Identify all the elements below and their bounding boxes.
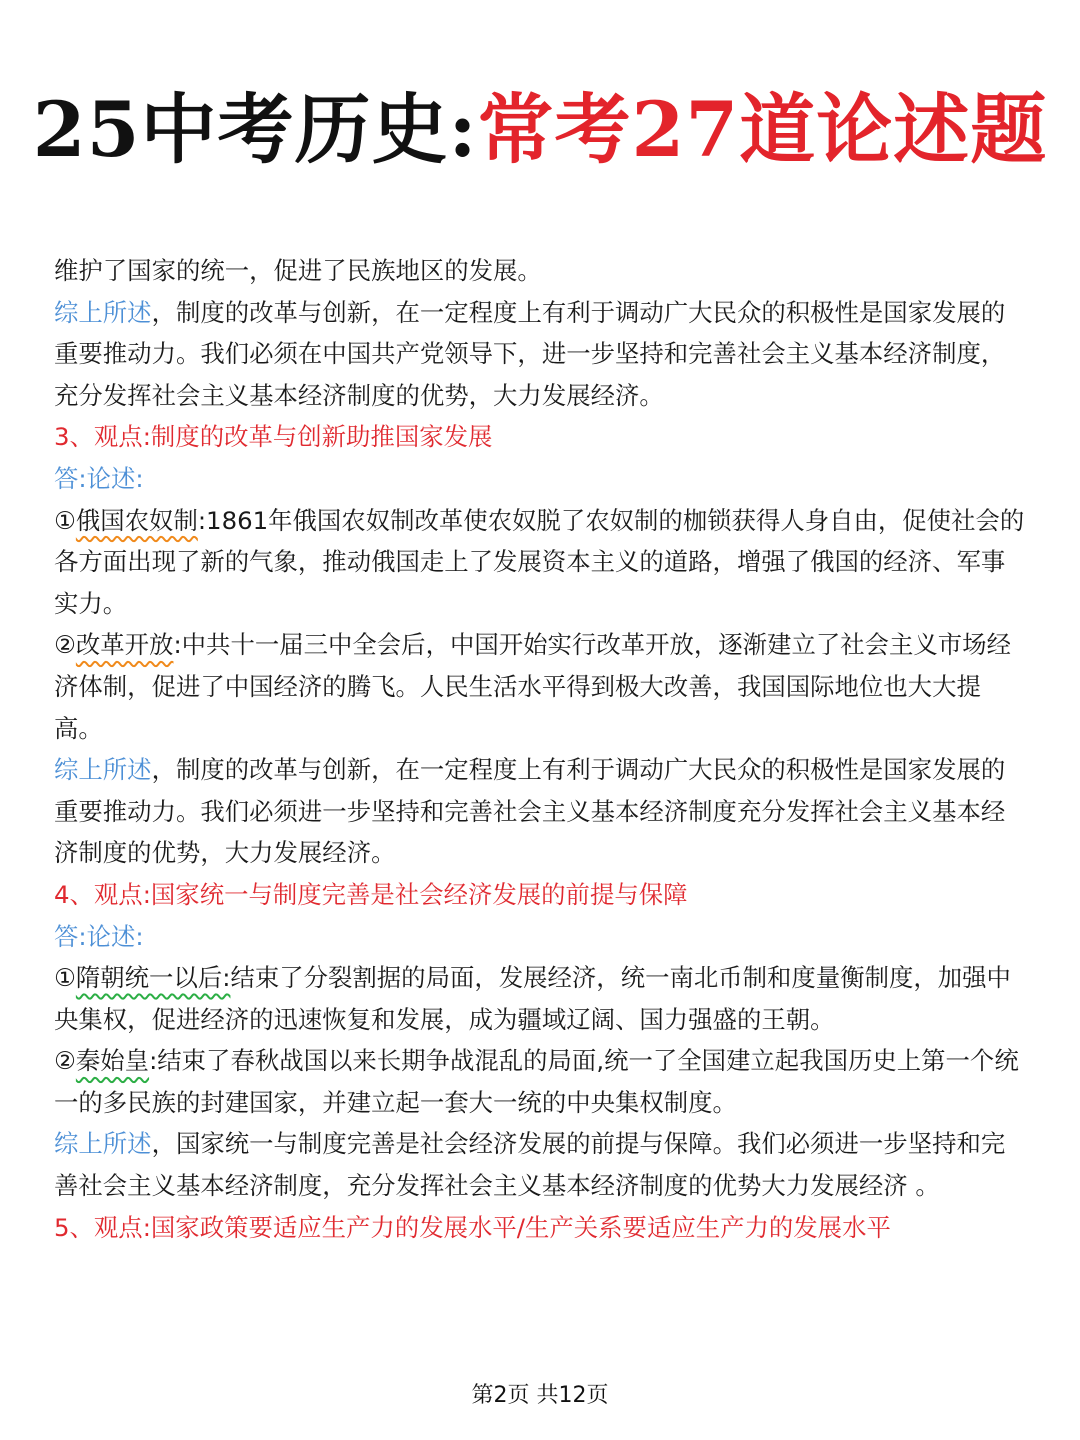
item-text: :结束了春秋战国以来长期争战混乱的局面,统一了全国建立起我国历史上第一个统一的多民族的封建国家，并建立起一套大一统的中央集权制度。 bbox=[54, 1046, 1019, 1117]
document-body bbox=[54, 250, 1029, 1248]
item-marker: ① bbox=[54, 505, 76, 535]
key-term: 俄国农奴制 bbox=[75, 505, 198, 535]
item-text: :中共十一届三中全会后，中国开始实行改革开放，逐渐建立了社会主义市场经济体制，促进了中国经济的腾飞。人民生活水平得到极大改善，我国国际地位也大大提高。 bbox=[54, 630, 1011, 743]
list-item bbox=[54, 624, 1029, 749]
summary-paragraph bbox=[54, 292, 1029, 417]
summary-lead: 综上所述 bbox=[54, 1129, 152, 1159]
title-highlight: 常考27道论述题 bbox=[477, 85, 1048, 174]
summary-lead: 综上所述 bbox=[54, 755, 152, 785]
summary-lead: 综上所述 bbox=[54, 297, 152, 327]
list-item bbox=[54, 1040, 1029, 1123]
item-marker: ② bbox=[54, 1046, 76, 1076]
summary-text: ，制度的改革与创新，在一定程度上有利于调动广大民众的积极性是国家发展的重要推动力。我们必须进一步坚持和完善社会主义基本经济制度充分发挥社会主义基本经济制度的优势，大力发展经济。 bbox=[54, 755, 1006, 868]
summary-paragraph bbox=[54, 1123, 1029, 1206]
summary-text: ，制度的改革与创新，在一定程度上有利于调动广大民众的积极性是国家发展的重要推动力。我们必须在中国共产党领导下，进一步坚持和完善社会主义基本经济制度，充分发挥社会主义基本经济制度的优势，大力发展经济。 bbox=[54, 297, 1006, 410]
summary-paragraph bbox=[54, 749, 1029, 874]
list-item bbox=[54, 500, 1029, 625]
list-item bbox=[54, 957, 1029, 1040]
item-text: :1861年俄国农奴制改革使农奴脱了农奴制的枷锁获得人身自由，促使社会的各方面出现了新的气象，推动俄国走上了发展资本主义的道路，增强了俄国的经济、军事实力。 bbox=[54, 505, 1025, 618]
viewpoint-heading-4: 4、观点:国家统一与制度完善是社会经济发展的前提与保障 bbox=[54, 879, 688, 909]
item-text: 结束了分裂割据的局面，发展经济，统一南北币制和度量衡制度，加强中央集权，促进经济的迅速恢复和发展，成为疆域辽阔、国力强盛的王朝。 bbox=[54, 963, 1011, 1034]
viewpoint-heading-5: 5、观点:国家政策要适应生产力的发展水平/生产关系要适应生产力的发展水平 bbox=[54, 1212, 891, 1242]
item-marker: ① bbox=[54, 963, 76, 993]
answer-label-3: 答:论述: bbox=[54, 463, 144, 493]
viewpoint-heading-3: 3、观点:制度的改革与创新助推国家发展 bbox=[54, 422, 493, 452]
key-term: 改革开放 bbox=[75, 630, 174, 660]
key-term: 秦始皇 bbox=[75, 1046, 150, 1076]
page-number: 第2页 共12页 bbox=[471, 1383, 609, 1408]
item-marker: ② bbox=[54, 630, 76, 660]
key-term: 隋朝统一以后: bbox=[75, 963, 231, 993]
summary-text: ，国家统一与制度完善是社会经济发展的前提与保障。我们必须进一步坚持和完善社会主义基本经济制度，充分发挥社会主义基本经济制度的优势大力发展经济 。 bbox=[54, 1129, 1006, 1201]
paragraph: 维护了国家的统一，促进了民族地区的发展。 bbox=[54, 256, 542, 285]
title-prefix: 25中考历史: bbox=[32, 85, 478, 174]
page-title bbox=[0, 82, 1080, 178]
answer-label-4: 答:论述: bbox=[54, 921, 144, 951]
